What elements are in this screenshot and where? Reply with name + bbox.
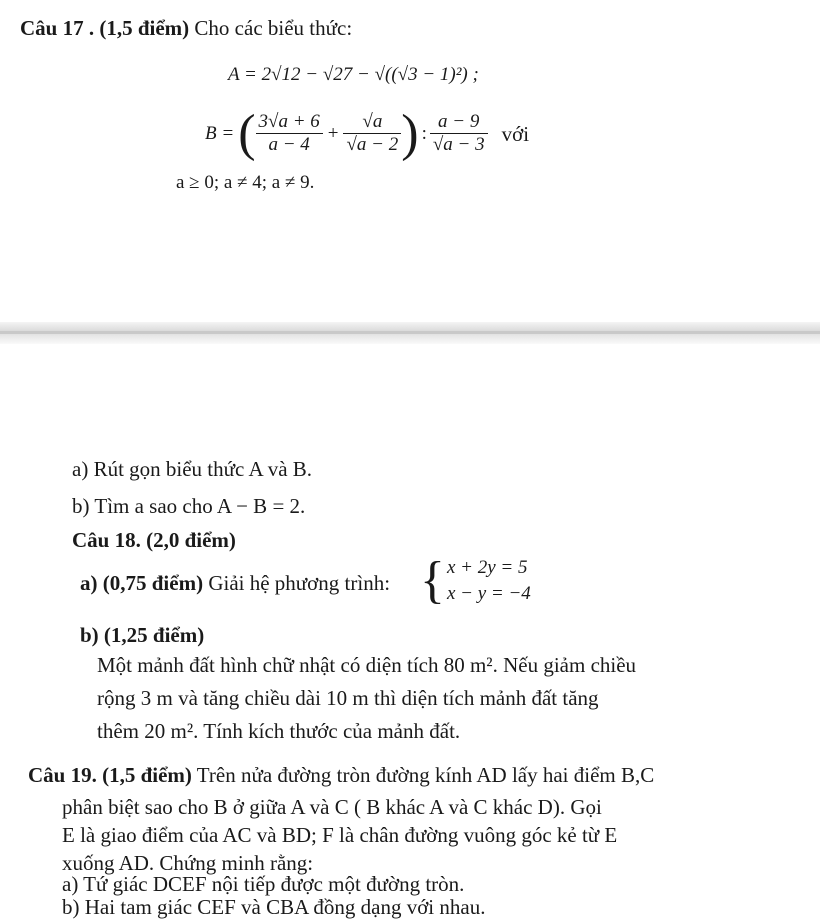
fraction-3	[430, 111, 488, 157]
q18-part-b-line-3: thêm 20 m². Tính kích thước của mảnh đất.	[97, 719, 461, 743]
q17-header-rest: Cho các biểu thức:	[194, 16, 353, 40]
q18-part-b-line-1: Một mảnh đất hình chữ nhật có diện tích 80 m². Nếu giảm chiều	[97, 653, 637, 677]
q19-part-a: a) Tứ giác DCEF nội tiếp được một đường tròn.	[62, 872, 465, 896]
q19-part-b: b) Hai tam giác CEF và CBA đồng dạng với nhau.	[62, 895, 486, 919]
q19-line-2: phân biệt sao cho B ở giữa A và C ( B khác A và C khác D). Gọi	[62, 795, 602, 819]
fraction-2	[343, 111, 401, 157]
equation-system	[420, 552, 531, 609]
fraction-2-denominator: √a − 2	[346, 134, 399, 156]
q17-part-a: a) Rút gọn biểu thức A và B.	[72, 457, 313, 481]
q18-part-b-header: b) (1,25 điểm)	[80, 623, 205, 647]
division-colon: :	[421, 123, 427, 144]
page-separator-line	[0, 331, 820, 334]
fraction-2-numerator: √a	[343, 111, 401, 134]
with-word: với	[501, 121, 530, 146]
q17-expression-a: A = 2√12 − √27 − √((√3 − 1)²) ;	[228, 64, 479, 85]
equation-1: x + 2y = 5	[446, 557, 528, 578]
q17-condition: a ≥ 0; a ≠ 4; a ≠ 9.	[176, 172, 315, 193]
q19-line-1-text: Trên nửa đường tròn đường kính AD lấy hai điểm B,C	[196, 763, 655, 787]
plus-sign: +	[327, 123, 339, 144]
q18-part-a-text: Giải hệ phương trình:	[208, 571, 391, 595]
q19-header-bold: Câu 19. (1,5 điểm)	[28, 763, 192, 787]
q17-header-bold: Câu 17 . (1,5 điểm)	[20, 16, 190, 40]
q17-part-b: b) Tìm a sao cho A − B = 2.	[72, 494, 306, 518]
right-paren: )	[401, 105, 419, 162]
system-equations	[447, 555, 531, 607]
q18-header: Câu 18. (2,0 điểm)	[72, 528, 236, 552]
left-paren: (	[238, 105, 256, 162]
q19-line-3: E là giao điểm của AC và BD; F là chân đường vuông góc kẻ từ E	[62, 823, 618, 847]
expr-b-lhs: B =	[205, 123, 235, 144]
fraction-1	[256, 111, 323, 157]
q17-expression-b	[205, 105, 530, 162]
fraction-1-numerator: 3√a + 6	[256, 111, 323, 134]
q18-part-a	[80, 571, 390, 596]
fraction-1-denominator: a − 4	[268, 134, 310, 156]
q17-header	[20, 16, 352, 41]
fraction-3-numerator: a − 9	[430, 111, 488, 134]
q18-part-b-line-2: rộng 3 m và tăng chiều dài 10 m thì diện tích mảnh đất tăng	[97, 686, 599, 710]
q19-line-4: xuống AD. Chứng minh rằng:	[62, 851, 314, 875]
system-brace: {	[420, 552, 445, 609]
equation-2: x − y = −4	[446, 583, 531, 604]
fraction-3-denominator: √a − 3	[432, 134, 485, 156]
q18-part-a-bold: a) (0,75 điểm)	[80, 571, 204, 595]
q19-line-1	[28, 763, 654, 788]
